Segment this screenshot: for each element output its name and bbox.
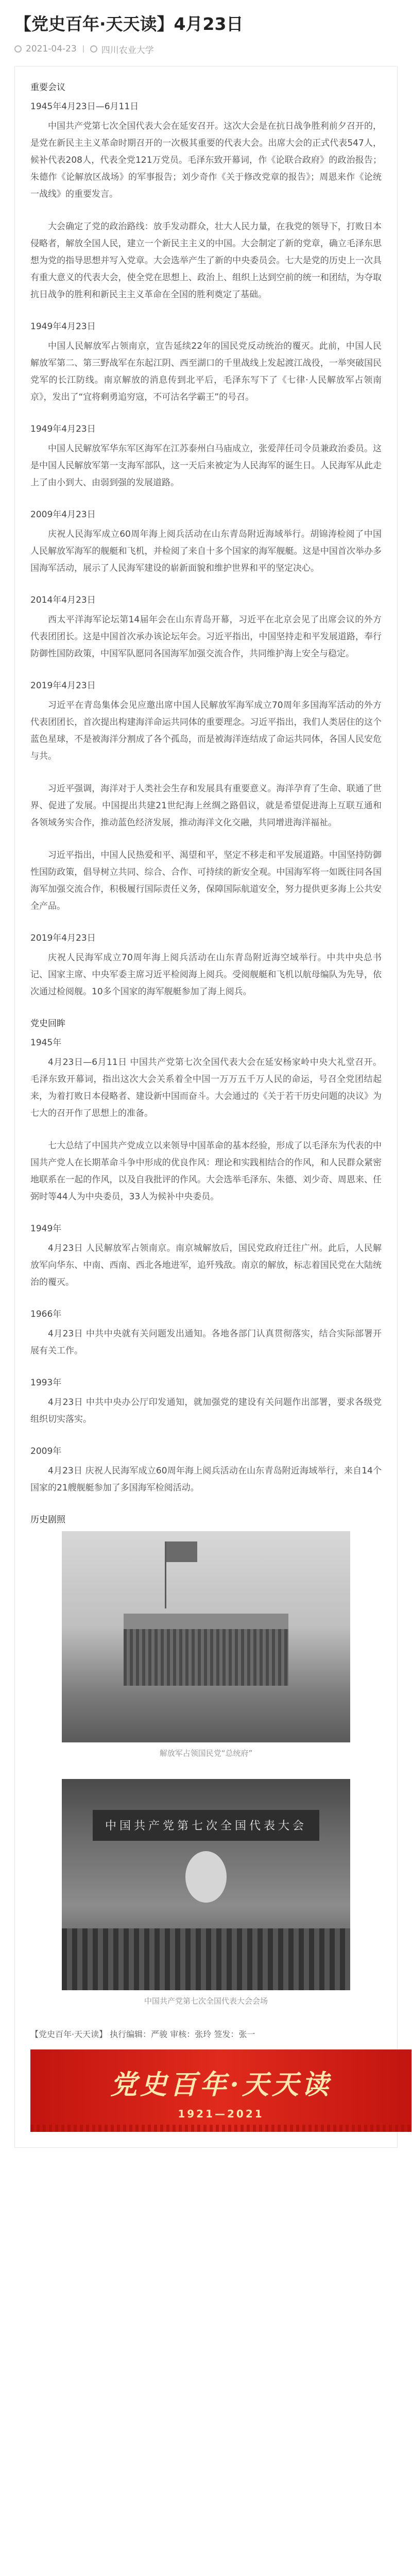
historical-photo [30, 1779, 382, 2006]
portrait [185, 1851, 227, 1903]
body-paragraph: 庆祝人民海军成立70周年海上阅兵活动在山东青岛附近海空域举行。中共中央总书记、国家主席、中央军委主席习近平检阅海上阅兵。受阅舰艇和飞机以航母编队为先导，依次通过检阅舰。10多个国家的海军舰艇参加了海上阅兵。 [30, 952, 382, 997]
article-meta [14, 43, 398, 56]
body-paragraph: 习近平指出，中国人民热爱和平、渴望和平，坚定不移走和平发展道路。中国坚持防御性国防政策，倡导树立共同、综合、合作、可持续的新安全观。中国海军将一如既往同各国海军加强交流合作，积极履行国际责任义务，保障国际航道安全，努力提供更多海上公共安全产品。 [30, 850, 382, 911]
banner-years: 1921—2021 [178, 2107, 264, 2120]
body-paragraph: 4月23日—6月11日 中国共产党第七次全国代表大会在延安杨家岭中央大礼堂召开。毛泽东致开幕词，指出这次大会关系着全中国一万万五千万人民的命运，号召全党团结起来，为着打败日本侵略者、建设新中国而奋斗。大会通过的《关于若干历史问题的决议》为七大的召开作了思想上的准备。 [30, 1057, 382, 1118]
banner-pattern [30, 2125, 411, 2132]
banner-title: 党史百年·天天读 [110, 2069, 332, 2100]
body-paragraph: 七大总结了中国共产党成立以来领导中国革命的基本经验，形成了以毛泽东为代表的中国共产党人在长期革命斗争中形成的优良作风：理论和实践相结合的作风，和人民群众紧密地联系在一起的作风，以及自我批评的作风。大会选举毛泽东、朱德、刘少奇、周恩来、任弼时等44人为中央委员，33人为候补中央委员。 [30, 1140, 382, 1202]
entry-date: 1949年4月23日 [30, 423, 96, 434]
entry-date: 1993年 [30, 1377, 62, 1388]
crowd [124, 1629, 288, 1686]
footer-banner [30, 2049, 411, 2132]
section-heading: 重要会议 [30, 82, 65, 93]
meta-divider [83, 45, 84, 53]
photo-image [62, 1531, 350, 1742]
entry-date: 2009年 [30, 1446, 62, 1456]
body-paragraph: 西太平洋海军论坛第14届年会在山东青岛开幕，习近平在北京会见了出席会议的外方代表团团长。这是中国首次承办该论坛年会。习近平指出，中国坚持走和平发展道路，奉行防御性国防政策，中国军队愿同各国海军加强交流合作，共同维护海上安全与稳定。 [30, 614, 382, 659]
body-paragraph: 4月23日 庆祝人民海军成立60周年海上阅兵活动在山东青岛附近海域举行，来自14个国家的21艘舰艇参加了多国海军检阅活动。 [30, 1465, 382, 1493]
source-name: 四川农业大学 [101, 45, 154, 56]
body-paragraph: 4月23日 中共中央就有关问题发出通知。各地各部门认真贯彻落实，结合实际部署开展有关工作。 [30, 1328, 382, 1356]
article-body [0, 56, 412, 2148]
entry-date: 2009年4月23日 [30, 509, 96, 520]
body-paragraph: 大会确定了党的政治路线：放手发动群众，壮大人民力量，在我党的领导下，打败日本侵略者，解放全国人民，建立一个新民主主义的中国。大会制定了新的党章，确立毛泽东思想为党的指导思想并写入党章。大会选举产生了新的中央委员会。七大是党的历史上一次具有重大意义的代表大会，使全党在思想上、政治上、组织上达到空前的统一和团结，为夺取抗日战争的胜利和新民主主义革命在全国的胜利奠定了基础。 [30, 221, 382, 300]
entry-date: 1945年4月23日—6月11日 [30, 101, 139, 112]
building-gate [124, 1614, 288, 1686]
historical-photo [30, 1531, 382, 1758]
entry-date: 1945年 [30, 1037, 62, 1048]
body-paragraph: 中国共产党第七次全国代表大会在延安召开。这次大会是在抗日战争胜利前夕召开的，是党在新民主主义革命时期召开的一次极其重要的代表大会。出席大会的正式代表547人，候补代表208人，代表全党121万党员。毛泽东致开幕词，作《论联合政府》的政治报告；朱德作《论解放区战场》的军事报告；刘少奇作《关于修改党章的报告》；周恩来作《论统一战线》的重要发言。 [30, 121, 382, 199]
entry-date: 2019年4月23日 [30, 933, 96, 943]
body-paragraph: 习近平强调，海洋对于人类社会生存和发展具有重要意义。海洋孕育了生命、联通了世界、促进了发展。中国提出共建21世纪海上丝绸之路倡议，就是希望促进海上互联互通和各领域务实合作，推动蓝色经济发展，推动海洋文化交融，共同增进海洋福祉。 [30, 783, 382, 828]
photo-image [62, 1779, 350, 1990]
photo-caption: 解放军占领国民党“总统府” [159, 1748, 253, 1758]
section-heading: 党史回眸 [30, 1018, 65, 1029]
clock-icon [14, 45, 22, 53]
body-paragraph: 习近平在青岛集体会见应邀出席中国人民解放军海军成立70周年多国海军活动的外方代表团团长，首次提出构建海洋命运共同体的重要理念。习近平指出，我们人类居住的这个蓝色星球，不是被海洋分割成了各个孤岛，而是被海洋连结成了命运共同体，各国人民安危与共。 [30, 700, 382, 761]
body-paragraph: 中国人民解放军华东军区海军在江苏泰州白马庙成立，张爱萍任司令员兼政治委员。这是中国人民解放军第一支海军部队，这一天后来被定为人民海军的诞生日。人民海军从此走上了由小到大、由弱到强的发展道路。 [30, 443, 382, 488]
entry-date: 1949年4月23日 [30, 321, 96, 332]
article-header [0, 0, 412, 56]
body-paragraph: 4月23日 人民解放军占领南京。南京城解放后，国民党政府迁往广州。此后，人民解放军向华东、中南、西南、西北各地进军，追歼残敌。南京的解放，标志着国民党在大陆统治的覆灭。 [30, 1243, 382, 1287]
entry-date: 2019年4月23日 [30, 680, 96, 691]
body-paragraph: 庆祝人民海军成立60周年海上阅兵活动在山东青岛附近海域举行。胡锦涛检阅了中国人民解放军海军的舰艇和飞机，并检阅了来自十多个国家的海军舰艇。这是中国首次举办多国海军活动，展示了人民海军建设的崭新面貌和维护世界和平的坚定决心。 [30, 529, 382, 573]
stage [62, 1928, 350, 1990]
article-content [14, 66, 398, 2148]
body-paragraph: 中国人民解放军占领南京，宣告延续22年的国民党反动统治的覆灭。此前，中国人民解放军第二、第三野战军在东起江阴、西至湖口的千里战线上发起渡江战役，一举突破国民党军的长江防线。南京解放的消息传到北平后，毛泽东写下了《七律·人民解放军占领南京》，发出了“宜将剩勇追穷寇，不可沽名学霸王”的号召。 [30, 341, 382, 402]
hall-banner: 中国共产党第七次全国代表大会 [93, 1810, 319, 1841]
body-paragraph: 4月23日 中共中央办公厅印发通知，就加强党的建设有关问题作出部署，要求各级党组织切实落实。 [30, 1397, 382, 1425]
page-title: 【党史百年·天天读】4月23日 [14, 14, 244, 34]
editor-note: 【党史百年·天天读】 执行编辑：严骏 审核：张玲 签发：张一 [30, 2029, 255, 2039]
source-icon [90, 45, 97, 53]
photo-caption: 中国共产党第七次全国代表大会会场 [144, 1996, 268, 2006]
flag-icon [166, 1541, 197, 1562]
publish-date: 2021-04-23 [26, 44, 77, 55]
entry-date: 1949年 [30, 1223, 62, 1234]
entry-date: 1966年 [30, 1309, 62, 1319]
entry-date: 2014年4月23日 [30, 595, 96, 605]
section-heading: 历史剧照 [30, 1514, 65, 1525]
